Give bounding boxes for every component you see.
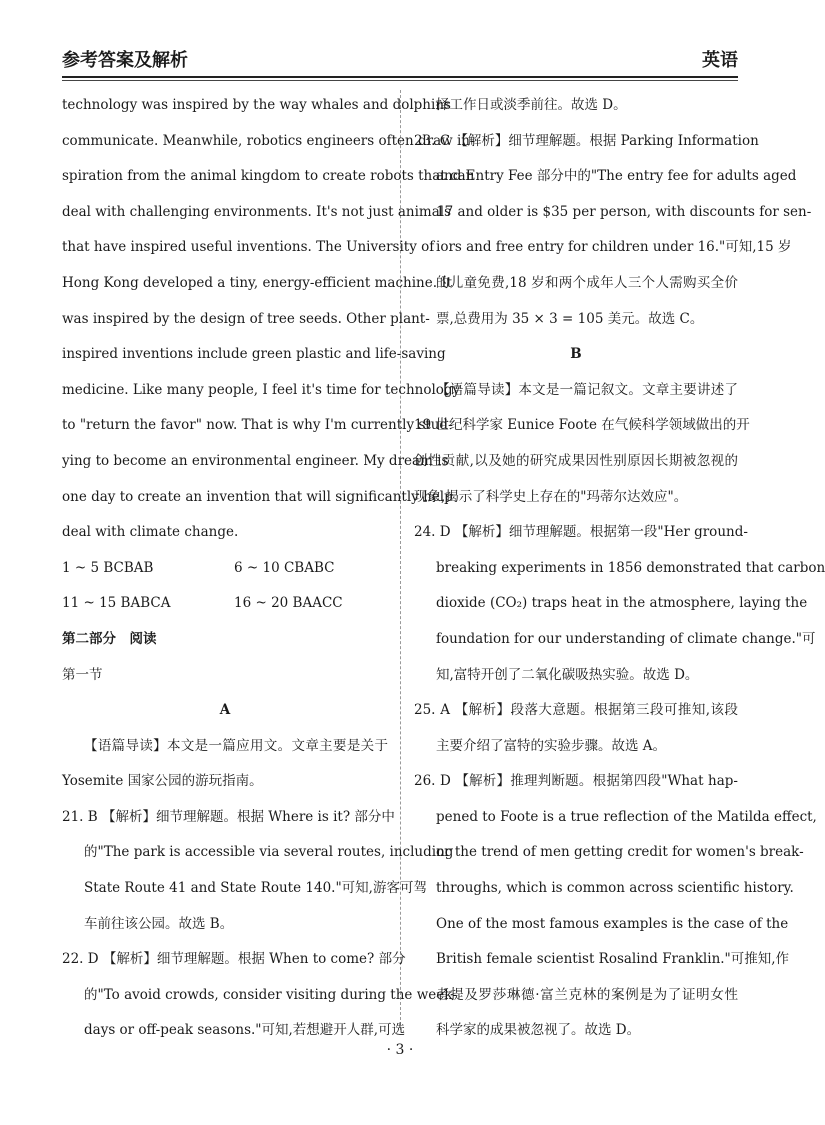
passage-line: ying to become an environmental engineer. My dream is (62, 452, 449, 469)
header-subject: 英语 (702, 50, 738, 71)
header-rule-thin (62, 80, 738, 81)
answer-key: 16 ~ 20 BAACC (234, 595, 343, 612)
section-title: 第一节 (62, 666, 103, 683)
q26-line: 26. D 【解析】推理判断题。根据第四段"What hap- (414, 773, 738, 790)
q22-line: 22. D 【解析】细节理解题。根据 When to come? 部分 (62, 951, 406, 968)
q23-line: 票,总费用为 35 × 3 = 105 美元。故选 C。 (436, 310, 704, 327)
passage-line: spiration from the animal kingdom to create robots that can (62, 168, 475, 185)
answer-row (62, 586, 388, 622)
q26-line: 科学家的成果被忽视了。故选 D。 (436, 1022, 641, 1039)
passage-line: deal with challenging environments. It's not just animals (62, 203, 452, 220)
q24-line: dioxide (CO₂) traps heat in the atmosphere, laying the (436, 595, 808, 612)
guide-b-line: 【语篇导读】本文是一篇记叙文。文章主要讲述了 (436, 381, 738, 398)
q21-line: 车前往该公园。故选 B。 (84, 915, 234, 932)
passage-line: deal with climate change. (62, 524, 239, 541)
q26-line: British female scientist Rosalind Franklin."可推知,作 (436, 951, 790, 968)
answer-key: 6 ~ 10 CBABC (234, 559, 335, 576)
passage-b-heading: B (570, 346, 582, 363)
q21-line: 21. B 【解析】细节理解题。根据 Where is it? 部分中 (62, 808, 395, 825)
q26-line: 者提及罗莎琳德·富兰克林的案例是为了证明女性 (436, 986, 738, 1003)
page-header (62, 46, 738, 76)
q23-line: 17 and older is $35 per person, with discounts for sen- (436, 203, 812, 220)
q23-line: 的儿童免费,18 岁和两个成年人三个人需购买全价 (436, 274, 738, 291)
guide-b-line: 现象,揭示了科学史上存在的"玛蒂尔达效应"。 (414, 488, 688, 505)
passage-line: communicate. Meanwhile, robotics engineers often draw in- (62, 132, 475, 149)
guide-a-line: Yosemite 国家公园的游玩指南。 (62, 773, 263, 790)
q24-line: breaking experiments in 1856 demonstrated that carbon (436, 559, 825, 576)
passage-line: to "return the favor" now. That is why I'm currently stud- (62, 417, 453, 434)
passage-a-heading: A (219, 702, 231, 719)
q21-line: State Route 41 and State Route 140."可知,游客可驾 (84, 880, 427, 897)
part-title: 第二部分 阅读 (62, 630, 157, 647)
header-title: 参考答案及解析 (62, 50, 188, 71)
q25-line: 25. A 【解析】段落大意题。根据第三段可推知,该段 (414, 702, 738, 719)
passage-line: that have inspired useful inventions. The University of (62, 239, 435, 256)
q24-line: 知,富特开创了二氧化碳吸热实验。故选 D。 (436, 666, 699, 683)
guide-b-line: 创性贡献,以及她的研究成果因性别原因长期被忽视的 (414, 452, 738, 469)
q25-line: 主要介绍了富特的实验步骤。故选 A。 (436, 737, 667, 754)
answer-row (62, 551, 388, 587)
left-column (62, 88, 475, 1049)
passage-line: inspired inventions include green plastic and life-saving (62, 346, 446, 363)
header-rule (62, 76, 738, 78)
q24-line: 24. D 【解析】细节理解题。根据第一段"Her ground- (414, 524, 748, 541)
passage-line: medicine. Like many people, I feel it's time for technology (62, 381, 461, 398)
passage-line: one day to create an invention that will significantly help (62, 488, 453, 505)
q23-line: 23. C 【解析】细节理解题。根据 Parking Information (414, 132, 759, 149)
q22-cont-line: 择工作日或淡季前往。故选 D。 (436, 97, 627, 113)
q22-line: days or off-peak seasons."可知,若想避开人群,可选 (84, 1022, 406, 1039)
page-number: · 3 · (386, 1042, 414, 1058)
answer-key: 11 ~ 15 BABCA (62, 595, 171, 612)
q21-line: 的"The park is accessible via several routes, including (84, 844, 454, 861)
guide-b-line: 19 世纪科学家 Eunice Foote 在气候科学领域做出的开 (414, 417, 750, 434)
guide-a-line: 【语篇导读】本文是一篇应用文。文章主要是关于 (84, 737, 388, 754)
q23-line: and Entry Fee 部分中的"The entry fee for adults aged (436, 168, 797, 185)
q26-line: One of the most famous examples is the case of the (436, 915, 789, 932)
q24-line: foundation for our understanding of climate change."可 (436, 630, 816, 647)
q26-line: throughs, which is common across scientific history. (436, 880, 794, 897)
q26-line: or the trend of men getting credit for women's break- (436, 844, 804, 861)
answer-key: 1 ~ 5 BCBAB (62, 559, 154, 576)
passage-line: technology was inspired by the way whales and dolphins (62, 97, 451, 113)
right-column (414, 88, 825, 1049)
q26-line: pened to Foote is a true reflection of the Matilda effect, (436, 808, 817, 825)
q23-line: iors and free entry for children under 16."可知,15 岁 (436, 239, 792, 256)
passage-line: Hong Kong developed a tiny, energy-efficient machine. It (62, 274, 453, 291)
passage-line: was inspired by the design of tree seeds. Other plant- (62, 310, 430, 327)
q22-line: 的"To avoid crowds, consider visiting during the week- (84, 986, 457, 1003)
